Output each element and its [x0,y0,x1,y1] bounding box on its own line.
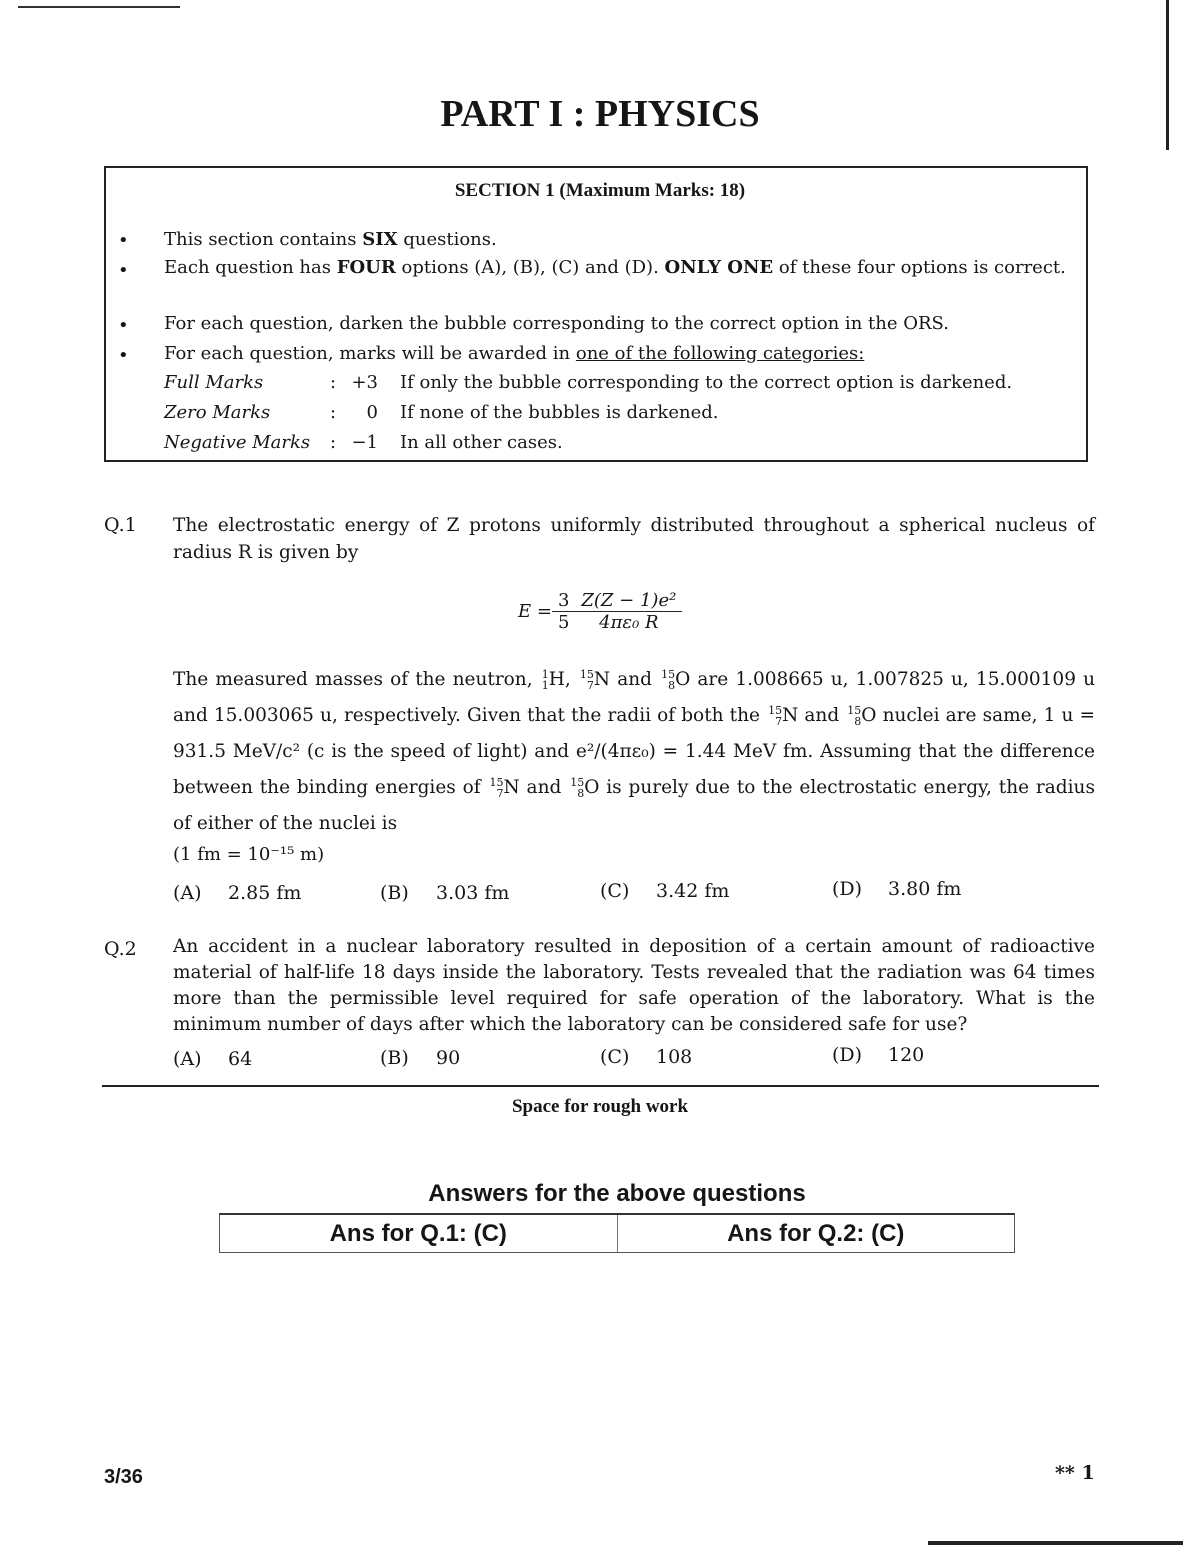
top-rule [18,6,180,8]
bullet-icon: • [118,345,129,366]
corner-mark: ** 1 [1055,1462,1095,1484]
bullet-icon: • [118,260,129,281]
answers-title: Answers for the above questions [428,1180,806,1207]
marking-value-zero: 0 [366,402,378,423]
option-label: (A) [173,1048,202,1070]
instruction-3: For each question, darken the bubble corresponding to the correct option in the ORS. [164,313,949,334]
option-value: 3.42 fm [656,880,730,902]
option-label: (C) [600,880,630,902]
answer-cell-q2: Ans for Q.2: (C) [617,1215,1015,1252]
energy-formula [518,590,682,633]
option-value: 108 [656,1046,693,1068]
formula-coefficient: $\frac{3}{5}$ [552,590,575,633]
section-title: SECTION 1 (Maximum Marks: 18) [454,180,746,201]
marking-value-full: +3 [351,372,378,393]
marking-value-negative: −1 [351,432,378,453]
marking-label-negative: Negative Marks [164,432,311,453]
bullet-icon: • [118,230,129,251]
marking-label-zero: Zero Marks [164,402,271,423]
marking-sep: : [330,432,337,453]
option-value: 64 [228,1048,253,1070]
part-title: PART I : PHYSICS [440,93,760,135]
formula-lhs: E = [518,601,552,622]
unit-note: (1 fm = 10⁻¹⁵ m) [173,844,325,865]
option-value: 3.80 fm [888,878,962,900]
h-isotope-mass: 1 1 [541,668,549,692]
bottom-rule [928,1541,1183,1545]
option-value: 3.03 fm [436,882,510,904]
option-label: (B) [380,882,409,904]
option-label: (C) [600,1046,630,1068]
answers-table [219,1213,1015,1253]
marking-sep: : [330,372,337,393]
marking-desc-full: If only the bubble corresponding to the correct option is darkened. [400,372,1013,393]
rough-work-label: Space for rough work [511,1096,689,1117]
question-2-text: An accident in a nuclear laboratory resulted in deposition of a certain amount of radioactive material of half-life 18 days inside the laboratory. Tests revealed that the radiation was 64 times more than the permissible level required for safe operation of the laboratory. What is the minimum number of days after which the laboratory can be considered safe for use? [173,936,1095,1035]
option-label: (A) [173,882,202,904]
marking-desc-zero: If none of the bubbles is darkened. [400,402,719,423]
answer-cell-q1: Ans for Q.1: (C) [329,1220,507,1247]
question-1-intro: The electrostatic energy of Z protons uniformly distributed throughout a spherical nucleus of radius R is given by [173,515,1095,563]
option-label: (D) [832,878,863,900]
question-1-body: The measured masses of the neutron, 1 1 H, 15 7 N and 15 8 O are 1.008665 u, 1.007825 u, 15.000109 u and 15.003065 u, respectively. Given that the radii of both the 15 7 N and 15 8 O nuclei are same, 1 u = 931.5 MeV/c² (c is the speed of light) and e²/(4πε₀) = 1.44 MeV fm. Assuming that the difference between the binding energies of 15 7 N and 15 8 O is purely due to the electrostatic energy, the radius of either of the nuclei is [173,668,1095,834]
rough-work-rule [102,1085,1099,1087]
marking-label-full: Full Marks [164,372,264,393]
instruction-4: For each question, marks will be awarded in one of the following categories: [164,343,865,364]
marking-sep: : [330,402,337,423]
formula-fraction: $\frac{\text{Z(Z − 1)e²}}{\text{4πε₀ R}}$ [575,590,682,633]
instruction-2: Each question has FOUR options (A), (B), (C) and (D). ONLY ONE of these four options is correct. [164,257,1066,278]
option-value: 120 [888,1044,925,1066]
option-label: (D) [832,1044,863,1066]
option-value: 2.85 fm [228,882,302,904]
instruction-1: This section contains SIX questions. [164,229,497,250]
option-value: 90 [436,1047,461,1069]
bullet-icon: • [118,315,129,336]
question-number: Q.1 [104,514,137,536]
marking-desc-negative: In all other cases. [400,432,563,453]
option-label: (B) [380,1047,409,1069]
page-number: 3/36 [104,1466,143,1488]
question-number: Q.2 [104,938,137,960]
